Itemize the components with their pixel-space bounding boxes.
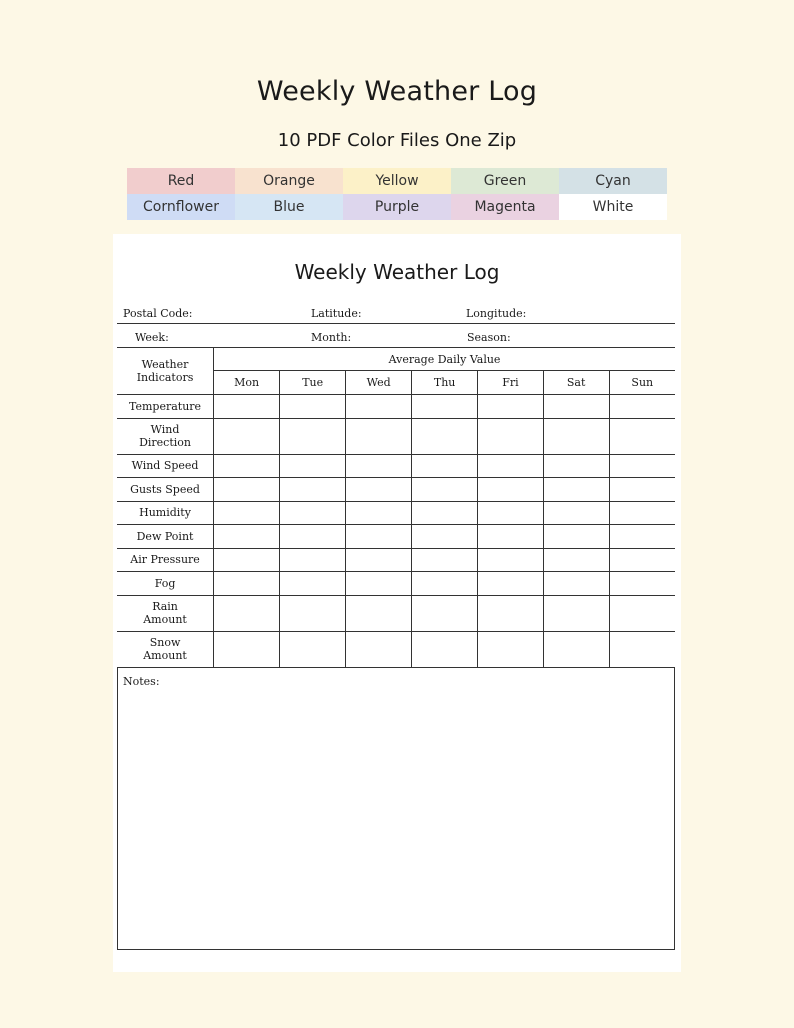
- value-cell-tue[interactable]: [280, 548, 346, 572]
- value-cell-thu[interactable]: [412, 572, 478, 596]
- location-fields-row: [117, 300, 675, 324]
- day-header-tue: Tue: [280, 371, 346, 395]
- postal-code-label: Postal Code:: [123, 307, 193, 320]
- value-cell-wed[interactable]: [346, 501, 412, 525]
- value-cell-sat[interactable]: [543, 572, 609, 596]
- page-subtitle: 10 PDF Color Files One Zip: [277, 130, 517, 151]
- indicator-label: Wind Speed: [117, 454, 214, 478]
- value-cell-fri[interactable]: [478, 631, 544, 667]
- value-cell-wed[interactable]: [346, 478, 412, 502]
- indicator-row: [117, 548, 675, 572]
- value-cell-sat[interactable]: [543, 418, 609, 454]
- value-cell-sat[interactable]: [543, 595, 609, 631]
- value-cell-fri[interactable]: [478, 454, 544, 478]
- value-cell-wed[interactable]: [346, 631, 412, 667]
- value-cell-wed[interactable]: [346, 548, 412, 572]
- value-cell-wed[interactable]: [346, 572, 412, 596]
- average-daily-value-header: Average Daily Value: [214, 348, 675, 371]
- value-cell-tue[interactable]: [280, 418, 346, 454]
- indicator-label: Humidity: [117, 501, 214, 525]
- indicator-row: [117, 572, 675, 596]
- week-label: Week:: [135, 331, 169, 344]
- value-cell-thu[interactable]: [412, 418, 478, 454]
- indicator-label: Dew Point: [117, 525, 214, 549]
- value-cell-sun[interactable]: [609, 454, 675, 478]
- latitude-label: Latitude:: [311, 307, 362, 320]
- color-swatch-red: Red: [127, 168, 235, 194]
- color-swatch-cornflower: Cornflower: [127, 194, 235, 220]
- value-cell-tue[interactable]: [280, 631, 346, 667]
- value-cell-fri[interactable]: [478, 501, 544, 525]
- value-cell-sun[interactable]: [609, 478, 675, 502]
- weather-log-sheet: [113, 234, 681, 972]
- indicator-row: [117, 631, 675, 667]
- indicator-row: [117, 395, 675, 419]
- color-swatch-orange: Orange: [235, 168, 343, 194]
- value-cell-thu[interactable]: [412, 525, 478, 549]
- notes-label: Notes:: [123, 675, 160, 688]
- value-cell-mon[interactable]: [214, 548, 280, 572]
- day-header-thu: Thu: [412, 371, 478, 395]
- color-swatch-purple: Purple: [343, 194, 451, 220]
- indicator-label: Gusts Speed: [117, 478, 214, 502]
- indicator-row: [117, 595, 675, 631]
- period-fields-row: [117, 324, 675, 348]
- indicator-label: Temperature: [117, 395, 214, 419]
- day-header-sun: Sun: [609, 371, 675, 395]
- indicator-row: [117, 418, 675, 454]
- indicator-row: [117, 501, 675, 525]
- value-cell-sat[interactable]: [543, 548, 609, 572]
- value-cell-sun[interactable]: [609, 572, 675, 596]
- value-cell-mon[interactable]: [214, 501, 280, 525]
- indicator-row: [117, 478, 675, 502]
- value-cell-sat[interactable]: [543, 501, 609, 525]
- value-cell-sat[interactable]: [543, 454, 609, 478]
- value-cell-fri[interactable]: [478, 525, 544, 549]
- value-cell-sun[interactable]: [609, 595, 675, 631]
- value-cell-sun[interactable]: [609, 395, 675, 419]
- day-header-fri: Fri: [478, 371, 544, 395]
- value-cell-mon[interactable]: [214, 572, 280, 596]
- value-cell-sun[interactable]: [609, 631, 675, 667]
- value-cell-mon[interactable]: [214, 478, 280, 502]
- value-cell-sun[interactable]: [609, 418, 675, 454]
- page-title: Weekly Weather Log: [256, 76, 538, 107]
- value-cell-fri[interactable]: [478, 548, 544, 572]
- value-cell-mon[interactable]: [214, 395, 280, 419]
- day-header-wed: Wed: [346, 371, 412, 395]
- value-cell-mon[interactable]: [214, 525, 280, 549]
- value-cell-sun[interactable]: [609, 525, 675, 549]
- value-cell-mon[interactable]: [214, 454, 280, 478]
- value-cell-thu[interactable]: [412, 478, 478, 502]
- value-cell-fri[interactable]: [478, 395, 544, 419]
- value-cell-wed[interactable]: [346, 525, 412, 549]
- longitude-label: Longitude:: [466, 307, 527, 320]
- value-cell-mon[interactable]: [214, 418, 280, 454]
- value-cell-mon[interactable]: [214, 595, 280, 631]
- indicator-label: Snow Amount: [117, 631, 214, 667]
- indicator-label: Fog: [117, 572, 214, 596]
- value-cell-fri[interactable]: [478, 478, 544, 502]
- color-swatch-green: Green: [451, 168, 559, 194]
- value-cell-sun[interactable]: [609, 501, 675, 525]
- weather-indicators-header: Weather Indicators: [117, 348, 214, 395]
- color-swatch-cyan: Cyan: [559, 168, 667, 194]
- value-cell-fri[interactable]: [478, 418, 544, 454]
- value-cell-thu[interactable]: [412, 595, 478, 631]
- day-header-sat: Sat: [543, 371, 609, 395]
- value-cell-wed[interactable]: [346, 595, 412, 631]
- value-cell-tue[interactable]: [280, 395, 346, 419]
- value-cell-thu[interactable]: [412, 501, 478, 525]
- value-cell-thu[interactable]: [412, 631, 478, 667]
- value-cell-tue[interactable]: [280, 595, 346, 631]
- indicator-label: Air Pressure: [117, 548, 214, 572]
- value-cell-fri[interactable]: [478, 595, 544, 631]
- color-swatch-blue: Blue: [235, 194, 343, 220]
- value-cell-sat[interactable]: [543, 395, 609, 419]
- value-cell-tue[interactable]: [280, 454, 346, 478]
- value-cell-tue[interactable]: [280, 525, 346, 549]
- value-cell-wed[interactable]: [346, 418, 412, 454]
- value-cell-thu[interactable]: [412, 395, 478, 419]
- value-cell-thu[interactable]: [412, 454, 478, 478]
- indicator-row: [117, 454, 675, 478]
- color-swatch-grid: [127, 168, 667, 220]
- color-swatch-magenta: Magenta: [451, 194, 559, 220]
- value-cell-thu[interactable]: [412, 548, 478, 572]
- value-cell-sat[interactable]: [543, 525, 609, 549]
- value-cell-wed[interactable]: [346, 395, 412, 419]
- indicator-label: Wind Direction: [117, 418, 214, 454]
- sheet-title: Weekly Weather Log: [294, 260, 500, 284]
- notes-box[interactable]: [117, 667, 675, 950]
- value-cell-sun[interactable]: [609, 548, 675, 572]
- day-header-mon: Mon: [214, 371, 280, 395]
- weather-indicators-table: [117, 347, 675, 668]
- color-swatch-yellow: Yellow: [343, 168, 451, 194]
- value-cell-sat[interactable]: [543, 631, 609, 667]
- month-label: Month:: [311, 331, 352, 344]
- indicator-label: Rain Amount: [117, 595, 214, 631]
- value-cell-mon[interactable]: [214, 631, 280, 667]
- value-cell-tue[interactable]: [280, 572, 346, 596]
- value-cell-sat[interactable]: [543, 478, 609, 502]
- indicator-row: [117, 525, 675, 549]
- value-cell-fri[interactable]: [478, 572, 544, 596]
- value-cell-tue[interactable]: [280, 478, 346, 502]
- color-swatch-white: White: [559, 194, 667, 220]
- value-cell-tue[interactable]: [280, 501, 346, 525]
- value-cell-wed[interactable]: [346, 454, 412, 478]
- season-label: Season:: [467, 331, 511, 344]
